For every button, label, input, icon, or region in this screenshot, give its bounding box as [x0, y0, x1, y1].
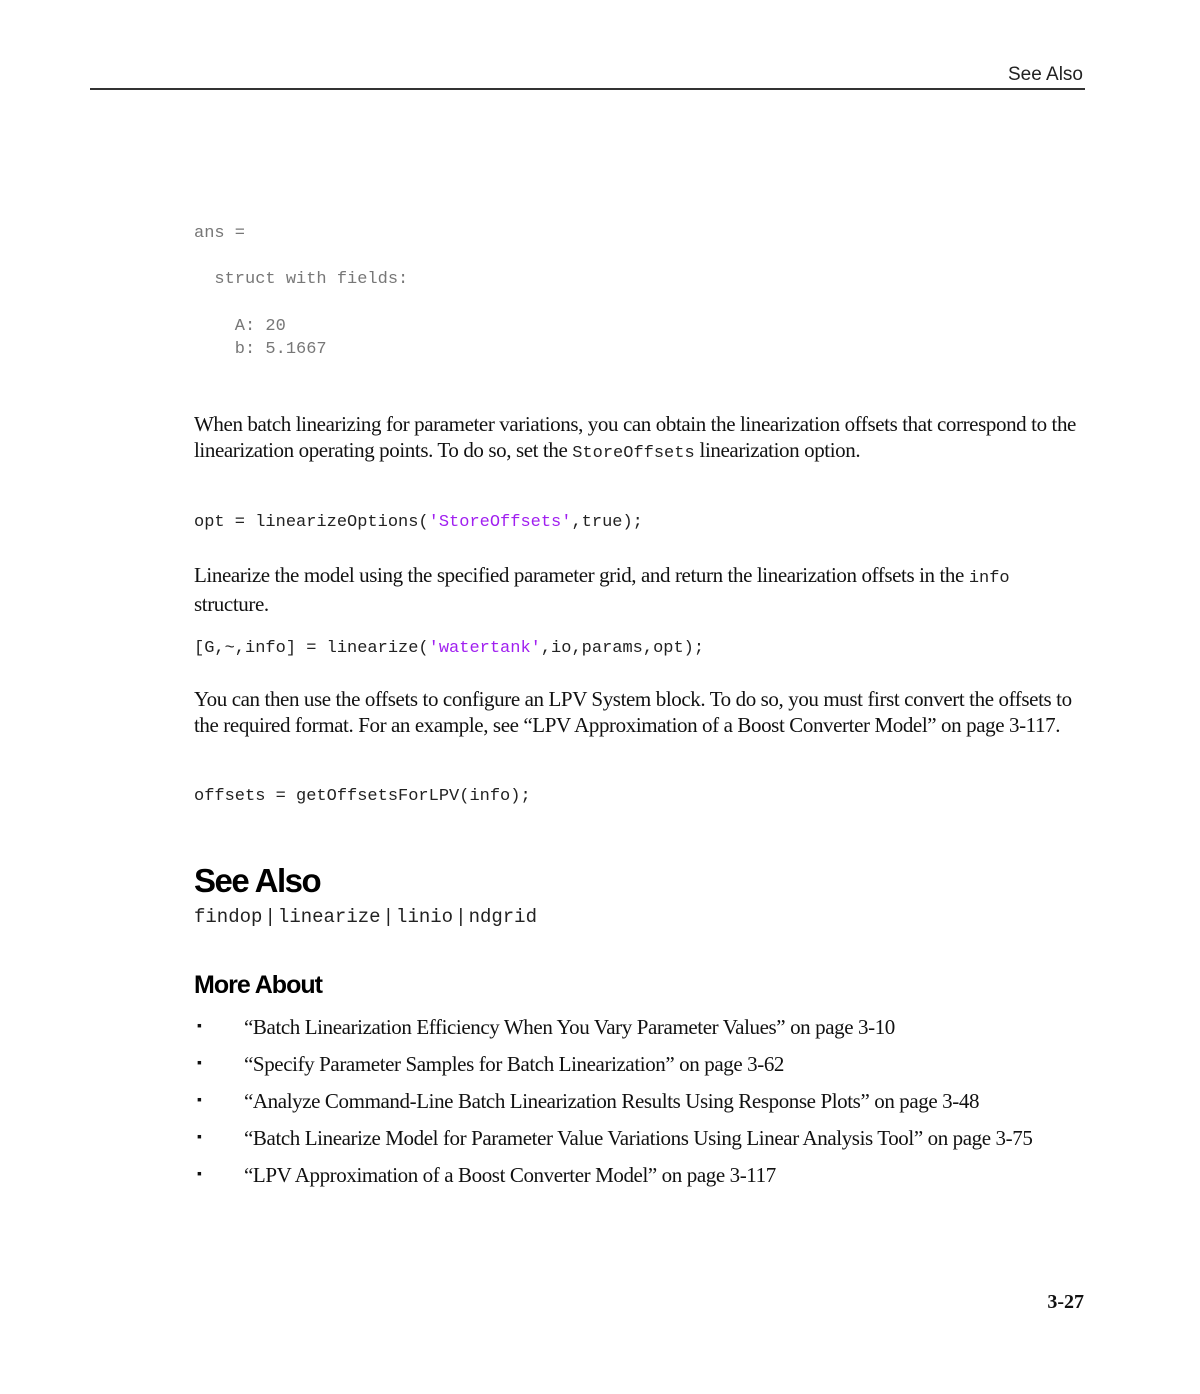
paragraph-text: structure.: [194, 591, 269, 616]
header-rule: [90, 88, 1085, 90]
code-line-linearize: [G,~,info] = linearize('watertank',io,params,opt);: [194, 639, 705, 658]
string-literal: 'watertank': [428, 639, 541, 658]
link-analyze-results-response-plots[interactable]: “Analyze Command-Line Batch Linearization Results Using Response Plots” on page 3-48: [244, 1089, 980, 1113]
more-about-heading: More About: [194, 971, 322, 999]
running-header: See Also: [1008, 64, 1083, 85]
bullet-icon: ▪: [197, 1019, 202, 1034]
code-line-get-offsets: offsets = getOffsetsForLPV(info);: [194, 787, 531, 806]
paragraph-text: When batch linearizing for parameter variations, you can obtain the linearization offsets that correspond to the linearization operating points. To do so, set the: [194, 412, 1076, 462]
list-item[interactable]: [194, 1162, 1084, 1188]
page-number: 3-27: [1047, 1291, 1084, 1313]
paragraph-lpv-offsets: You can then use the offsets to configure an LPV System block. To do so, you must first convert the offsets to the required format. For an example, see “LPV Approximation of a Boost Converter Model” on page 3-117.: [194, 687, 1072, 737]
more-about-list: [194, 1014, 1084, 1199]
string-literal: 'StoreOffsets': [428, 513, 572, 532]
list-item[interactable]: [194, 1014, 1084, 1040]
link-separator: |: [262, 906, 278, 927]
output-ans: ans =: [194, 224, 246, 243]
list-item[interactable]: [194, 1088, 1084, 1114]
link-separator: |: [380, 906, 397, 927]
link-findop[interactable]: findop: [194, 906, 263, 928]
see-also-links: [194, 906, 537, 928]
list-item[interactable]: [194, 1125, 1084, 1151]
inline-code-storeoffsets: StoreOffsets: [572, 443, 695, 463]
paragraph-store-offsets: [194, 412, 1084, 466]
paragraph-text: linearization option.: [694, 437, 861, 462]
inline-code-info: info: [968, 569, 1010, 588]
link-batch-linearization-efficiency[interactable]: “Batch Linearization Efficiency When You Vary Parameter Values” on page 3-10: [244, 1015, 895, 1039]
bullet-icon: ▪: [197, 1056, 202, 1071]
link-ndgrid[interactable]: ndgrid: [468, 906, 537, 928]
link-separator: |: [453, 906, 469, 927]
link-linio[interactable]: linio: [396, 906, 454, 928]
list-item[interactable]: [194, 1051, 1084, 1077]
link-linearize[interactable]: linearize: [277, 906, 381, 928]
output-struct-label: struct with fields:: [194, 270, 409, 289]
output-field-b: b: 5.1667: [194, 340, 327, 359]
link-specify-parameter-samples[interactable]: “Specify Parameter Samples for Batch Linearization” on page 3-62: [244, 1052, 785, 1076]
output-field-a: A: 20: [194, 317, 286, 336]
see-also-heading: See Also: [194, 862, 321, 899]
code-line-linearize-options: opt = linearizeOptions('StoreOffsets',true);: [194, 513, 643, 532]
paragraph-text: Linearize the model using the specified parameter grid, and return the linearization offsets in the: [194, 563, 969, 587]
paragraph-linearize-model: [194, 563, 1084, 617]
link-lpv-approximation[interactable]: “LPV Approximation of a Boost Converter Model” on page 3-117: [244, 1163, 776, 1187]
link-batch-linearize-linear-analysis-tool[interactable]: “Batch Linearize Model for Parameter Value Variations Using Linear Analysis Tool” on page 3-75: [244, 1126, 1033, 1150]
bullet-icon: ▪: [197, 1093, 202, 1108]
bullet-icon: ▪: [197, 1167, 202, 1182]
bullet-icon: ▪: [197, 1130, 202, 1145]
